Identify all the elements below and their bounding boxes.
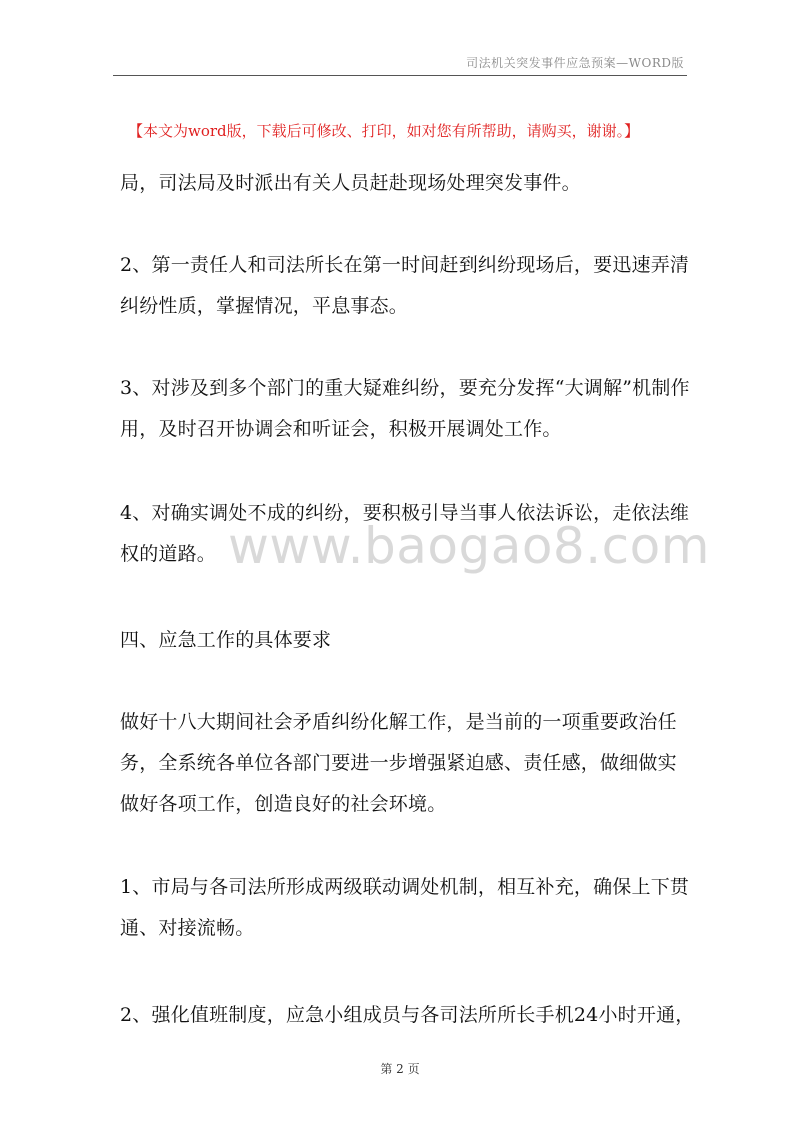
paragraph-3: 3、对涉及到多个部门的重大疑难纠纷，要充分发挥“大调解”机制作用，及时召开协调会和听证会，积极开展调处工作。	[120, 377, 690, 440]
running-header: 司法机关突发事件应急预案—WORD版	[466, 56, 684, 70]
paragraph-5: 做好十八大期间社会矛盾纠纷化解工作，是当前的一项重要政治任务，全系统各单位各部门要进一步增强紧迫感、责任感，做细做实做好各项工作，创造良好的社会环境。	[120, 711, 677, 815]
header-divider	[113, 75, 687, 76]
paragraph-2: 2、第一责任人和司法所长在第一时间赶到纠纷现场后，要迅速弄清纠纷性质，掌握情况，平息事态。	[120, 254, 690, 317]
paragraph-7: 2、强化值班制度，应急小组成员与各司法所所长手机24小时开通，	[120, 1004, 695, 1026]
paragraph-1: 局，司法局及时派出有关人员赶赴现场处理突发事件。	[120, 172, 581, 194]
page-number: 第 2 页	[380, 1062, 420, 1076]
purchase-notice: 【本文为word版，下载后可修改、打印，如对您有所帮助，请购买，谢谢。】	[128, 122, 640, 140]
watermark: www.baogao8.com	[228, 517, 710, 575]
paragraph-6: 1、市局与各司法所形成两级联动调处机制，相互补充，确保上下贯通、对接流畅。	[120, 876, 690, 939]
paragraph-4: 4、对确实调处不成的纠纷，要积极引导当事人依法诉讼，走依法维权的道路。	[120, 502, 690, 565]
section-heading: 四、应急工作的具体要求	[120, 629, 332, 651]
